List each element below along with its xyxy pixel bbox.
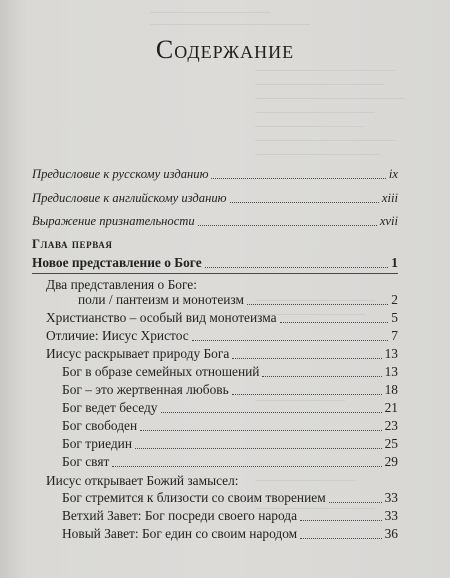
toc-entry[interactable] [46, 310, 398, 326]
toc-entry[interactable] [62, 364, 398, 380]
leader-dots [300, 537, 381, 539]
leader-dots [230, 201, 379, 203]
toc-entry[interactable] [62, 400, 398, 416]
toc-entry-page: 23 [384, 418, 398, 433]
toc-entry-label: Отличие: Иисус Христос [46, 328, 189, 343]
toc-entry[interactable] [32, 213, 398, 229]
toc-entry[interactable] [62, 418, 398, 434]
toc-entry-label: Бог свободен [62, 418, 138, 433]
chapter-page: 1 [391, 255, 398, 270]
toc-group-label: Два представления о Боге: [46, 277, 197, 292]
toc-entry-page: 21 [384, 400, 398, 415]
leader-dots [232, 357, 381, 359]
toc-entry[interactable] [32, 166, 398, 182]
toc-entry-page: 5 [391, 310, 398, 325]
toc-entry-page: 7 [391, 328, 398, 343]
toc-entry-page: 33 [384, 508, 398, 523]
leader-dots [140, 429, 381, 431]
toc-entry-label: Бог ведет беседу [62, 400, 158, 415]
leader-dots [232, 393, 382, 395]
chapter-heading: Глава первая [32, 237, 113, 251]
leader-dots [280, 321, 389, 323]
leader-dots [135, 447, 382, 449]
chapter-title: Новое представление о Боге [32, 255, 202, 270]
page-title: Содержание [155, 35, 295, 64]
chapter-title-entry[interactable] [32, 255, 398, 271]
toc-entry[interactable] [62, 526, 398, 542]
toc-entry-label: Выражение признательности [32, 214, 195, 228]
toc-entry-label: Иисус раскрывает природу Бога [46, 346, 230, 361]
toc-entry-label: Христианство – особый вид монотеизма [46, 310, 277, 325]
toc-entry[interactable] [46, 328, 398, 344]
toc-entry-page: xvii [379, 214, 398, 228]
toc-entry-page: 36 [384, 526, 398, 541]
toc-entry[interactable] [62, 436, 398, 452]
leader-dots [300, 519, 382, 521]
toc-entry-page: xiii [381, 191, 398, 205]
toc-entry-label: Предисловие к английскому изданию [32, 191, 227, 205]
chapter-rule [32, 273, 398, 274]
leader-dots [211, 177, 385, 179]
toc-entry-label: Ветхий Завет: Бог посреди своего народа [62, 508, 298, 523]
toc-entry[interactable] [62, 454, 398, 470]
leader-dots [329, 501, 382, 503]
leader-dots [205, 266, 389, 268]
toc-entry-page: 2 [391, 292, 398, 307]
leader-dots [192, 339, 389, 341]
toc-entry-page: 13 [384, 346, 398, 361]
toc-entry[interactable] [62, 490, 398, 506]
toc-entry[interactable] [46, 346, 398, 362]
leader-dots [262, 375, 381, 377]
leader-dots [198, 224, 377, 226]
toc-group-label: Иисус открывает Божий замысел: [46, 473, 239, 488]
toc-entry[interactable] [62, 382, 398, 398]
toc-entry-page: 25 [384, 436, 398, 451]
toc-entry-label: Бог триедин [62, 436, 133, 451]
leader-dots [161, 411, 382, 413]
toc-entry-label: поли / пантеизм и монотеизм [78, 292, 245, 307]
toc-entry-page: 33 [384, 490, 398, 505]
toc-entry[interactable] [62, 508, 398, 524]
toc-entry-label: Бог в образе семейных отношений [62, 364, 260, 379]
toc-entry-label: Бог свят [62, 454, 110, 469]
toc-entry-page: 18 [384, 382, 398, 397]
leader-dots [247, 303, 388, 305]
toc-entry[interactable] [78, 292, 398, 308]
leader-dots [112, 465, 381, 467]
toc-entry-label: Бог – это жертвенная любовь [62, 382, 229, 397]
toc-entry-page: 13 [384, 364, 398, 379]
toc-entry[interactable] [32, 190, 398, 206]
toc-entry-page: 29 [384, 454, 398, 469]
toc-entry-label: Предисловие к русскому изданию [32, 167, 209, 181]
toc-entry-page: ix [388, 167, 398, 181]
toc-entry-label: Бог стремится к близости со своим творением [62, 490, 326, 505]
toc-entry-label: Новый Завет: Бог един со своим народом [62, 526, 298, 541]
